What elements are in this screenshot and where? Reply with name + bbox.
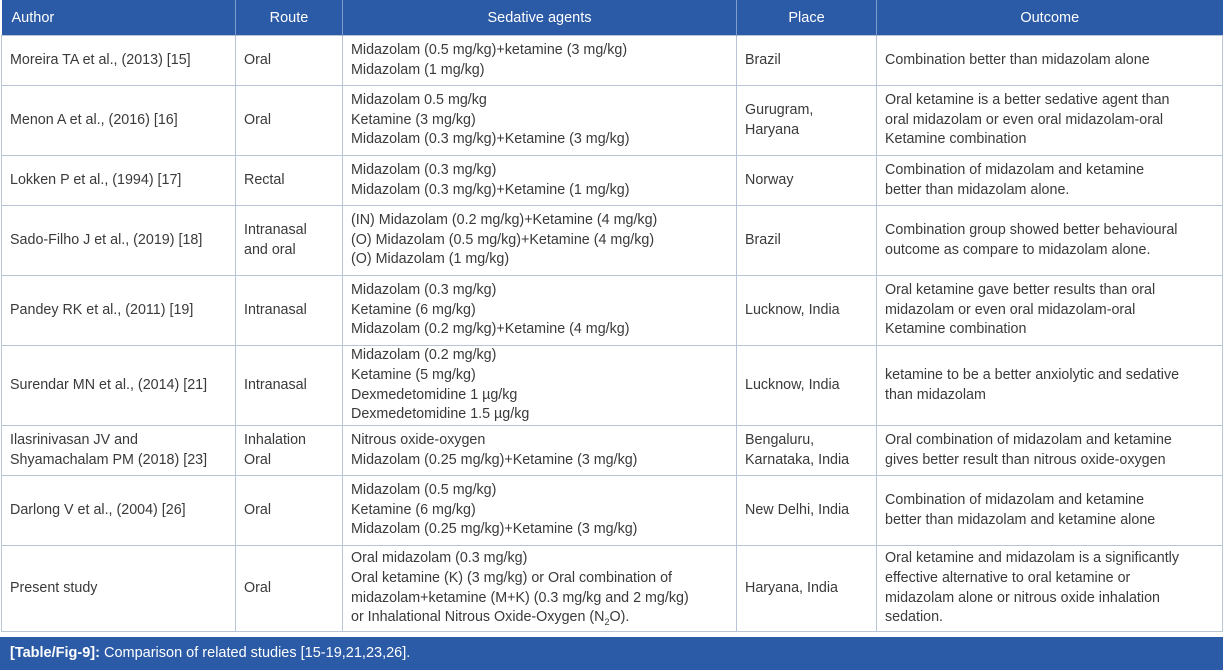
cell-author (2, 156, 236, 206)
cell-outcome (877, 546, 1223, 632)
cell-line: Oral (244, 501, 272, 518)
cell-line: Midazolam (0.3 mg/kg) (351, 161, 497, 178)
cell-line: Ketamine (6 mg/kg) (351, 501, 476, 518)
cell-line: oral midazolam or even oral midazolam-oral (885, 111, 1164, 128)
cell-route (236, 206, 343, 276)
cell-line: Oral (244, 111, 272, 128)
cell-author (2, 546, 236, 632)
cell-line: Oral ketamine and midazolam is a significantly (885, 550, 1180, 567)
cell-line: Intranasal (244, 376, 307, 393)
cell-line: Oral combination of midazolam and ketamine (885, 431, 1172, 448)
cell-line: Oral ketamine (K) (3 mg/kg) or Oral combination of (351, 569, 672, 586)
cell-place (737, 346, 877, 426)
cell-author (2, 346, 236, 426)
cell-agents (343, 156, 737, 206)
cell-line: (O) Midazolam (1 mg/kg) (351, 251, 510, 268)
cell-agents (343, 476, 737, 546)
cell-author (2, 206, 236, 276)
cell-agents (343, 86, 737, 156)
cell-line: better than midazolam and ketamine alone (885, 511, 1156, 528)
cell-line: Midazolam (0.2 mg/kg) (351, 347, 497, 364)
cell-line: Nitrous oxide-oxygen (351, 431, 486, 448)
cell-text: or Inhalational Nitrous Oxide-Oxygen (N (351, 609, 605, 626)
cell-outcome (877, 276, 1223, 346)
cell-outcome (877, 36, 1223, 86)
header-outcome: Outcome (877, 0, 1223, 36)
table-row (2, 426, 1223, 476)
header-sedative-agents: Sedative agents (343, 0, 737, 36)
cell-line: Ketamine combination (885, 321, 1027, 338)
header-author: Author (2, 0, 236, 36)
cell-line: than midazolam (885, 386, 986, 403)
cell-place (737, 156, 877, 206)
cell-place (737, 426, 877, 476)
cell-route (236, 86, 343, 156)
cell-line: Midazolam (0.25 mg/kg)+Ketamine (3 mg/kg) (351, 521, 638, 538)
table-caption (0, 637, 1223, 670)
cell-line: Ilasrinivasan JV and (10, 431, 138, 448)
cell-line: Brazil (745, 231, 781, 248)
cell-agents (343, 206, 737, 276)
header-route: Route (236, 0, 343, 36)
header-row (2, 0, 1223, 36)
cell-line: Present study (10, 579, 98, 596)
table-body (2, 36, 1223, 632)
cell-line: Ketamine (3 mg/kg) (351, 111, 476, 128)
cell-line: effective alternative to oral ketamine or (885, 569, 1131, 586)
cell-line: midazolam alone or nitrous oxide inhalation (885, 589, 1160, 606)
cell-line: Oral midazolam (0.3 mg/kg) (351, 550, 528, 567)
cell-line: Shyamachalam PM (2018) [23] (10, 451, 208, 468)
comparison-table (1, 0, 1223, 632)
cell-line: better than midazolam alone. (885, 181, 1070, 198)
cell-line: Ketamine (6 mg/kg) (351, 301, 476, 318)
cell-outcome (877, 156, 1223, 206)
subscript: 2 (604, 616, 610, 627)
cell-line: Oral ketamine is a better sedative agent than (885, 92, 1170, 109)
cell-line: Bengaluru, (745, 431, 815, 448)
cell-agents (343, 346, 737, 426)
cell-place (737, 206, 877, 276)
cell-line: Menon A et al., (2016) [16] (10, 111, 178, 128)
table-row (2, 346, 1223, 426)
cell-line: Surendar MN et al., (2014) [21] (10, 376, 208, 393)
caption-text: Comparison of related studies [15-19,21,23,26]. (99, 645, 411, 661)
caption-label: [Table/Fig-9]: (10, 645, 100, 661)
cell-line: Haryana (745, 121, 800, 138)
cell-route (236, 546, 343, 632)
cell-line: (IN) Midazolam (0.2 mg/kg)+Ketamine (4 mg/kg) (351, 212, 658, 229)
cell-line: Ketamine combination (885, 131, 1027, 148)
cell-line: Midazolam (1 mg/kg) (351, 61, 485, 78)
cell-agents (343, 546, 737, 632)
cell-route (236, 156, 343, 206)
cell-line: Combination better than midazolam alone (885, 51, 1150, 68)
cell-line: Combination of midazolam and ketamine (885, 491, 1145, 508)
cell-line: Pandey RK et al., (2011) [19] (10, 301, 194, 318)
cell-line: Dexmedetomidine 1.5 µg/kg (351, 406, 530, 423)
cell-line: Intranasal (244, 301, 307, 318)
cell-agents (343, 276, 737, 346)
cell-line: Haryana, India (745, 579, 838, 596)
cell-route (236, 346, 343, 426)
cell-outcome (877, 346, 1223, 426)
cell-line: Karnataka, India (745, 451, 850, 468)
cell-line: Oral (244, 51, 272, 68)
cell-line: Midazolam (0.3 mg/kg)+Ketamine (1 mg/kg) (351, 181, 630, 198)
cell-route (236, 476, 343, 546)
cell-line: Oral ketamine gave better results than oral (885, 282, 1156, 299)
cell-author (2, 86, 236, 156)
cell-line: Midazolam 0.5 mg/kg (351, 92, 487, 109)
cell-line: Oral (244, 451, 272, 468)
cell-line: Gurugram, (745, 101, 814, 118)
cell-line: Combination of midazolam and ketamine (885, 161, 1145, 178)
cell-line: Oral (244, 579, 272, 596)
cell-line: Sado-Filho J et al., (2019) [18] (10, 231, 203, 248)
cell-agents (343, 426, 737, 476)
cell-line (351, 608, 728, 628)
table-row (2, 36, 1223, 86)
cell-line: (O) Midazolam (0.5 mg/kg)+Ketamine (4 mg/kg) (351, 231, 655, 248)
cell-line: outcome as compare to midazolam alone. (885, 241, 1151, 258)
cell-author (2, 426, 236, 476)
cell-author (2, 36, 236, 86)
cell-line: gives better result than nitrous oxide-oxygen (885, 451, 1166, 468)
cell-line: Midazolam (0.5 mg/kg) (351, 482, 497, 499)
cell-place (737, 546, 877, 632)
table-row (2, 546, 1223, 632)
cell-place (737, 86, 877, 156)
cell-place (737, 36, 877, 86)
cell-line: midazolam or even oral midazolam-oral (885, 301, 1136, 318)
cell-outcome (877, 206, 1223, 276)
cell-line: Brazil (745, 51, 781, 68)
cell-line: Intranasal (244, 221, 307, 238)
cell-line: midazolam+ketamine (M+K) (0.3 mg/kg and 2 mg/kg) (351, 589, 689, 606)
cell-line: Combination group showed better behavioural (885, 221, 1178, 238)
cell-line: Ketamine (5 mg/kg) (351, 366, 476, 383)
cell-line: Midazolam (0.5 mg/kg)+ketamine (3 mg/kg) (351, 41, 628, 58)
cell-line: sedation. (885, 609, 944, 626)
cell-line: Darlong V et al., (2004) [26] (10, 501, 186, 518)
header-place: Place (737, 0, 877, 36)
cell-line: ketamine to be a better anxiolytic and sedative (885, 366, 1180, 383)
cell-route (236, 276, 343, 346)
table-row (2, 86, 1223, 156)
cell-line: Rectal (244, 171, 285, 188)
cell-place (737, 276, 877, 346)
table-row (2, 476, 1223, 546)
cell-outcome (877, 86, 1223, 156)
cell-line: Norway (745, 171, 794, 188)
table-row (2, 206, 1223, 276)
table-row (2, 276, 1223, 346)
cell-route (236, 36, 343, 86)
cell-author (2, 476, 236, 546)
cell-line: Lucknow, India (745, 301, 840, 318)
cell-line: Moreira TA et al., (2013) [15] (10, 51, 191, 68)
cell-author (2, 276, 236, 346)
cell-line: Dexmedetomidine 1 µg/kg (351, 386, 518, 403)
cell-line: Inhalation (244, 431, 307, 448)
cell-line: Midazolam (0.3 mg/kg)+Ketamine (3 mg/kg) (351, 131, 630, 148)
cell-line: Lucknow, India (745, 376, 840, 393)
cell-agents (343, 36, 737, 86)
cell-route (236, 426, 343, 476)
cell-outcome (877, 476, 1223, 546)
cell-line: Lokken P et al., (1994) [17] (10, 171, 182, 188)
cell-outcome (877, 426, 1223, 476)
cell-line: and oral (244, 241, 296, 258)
table-row (2, 156, 1223, 206)
cell-line: Midazolam (0.25 mg/kg)+Ketamine (3 mg/kg) (351, 451, 638, 468)
cell-text: O). (609, 609, 630, 626)
cell-line: Midazolam (0.2 mg/kg)+Ketamine (4 mg/kg) (351, 321, 630, 338)
cell-line: New Delhi, India (745, 501, 850, 518)
cell-line: Midazolam (0.3 mg/kg) (351, 282, 497, 299)
cell-place (737, 476, 877, 546)
